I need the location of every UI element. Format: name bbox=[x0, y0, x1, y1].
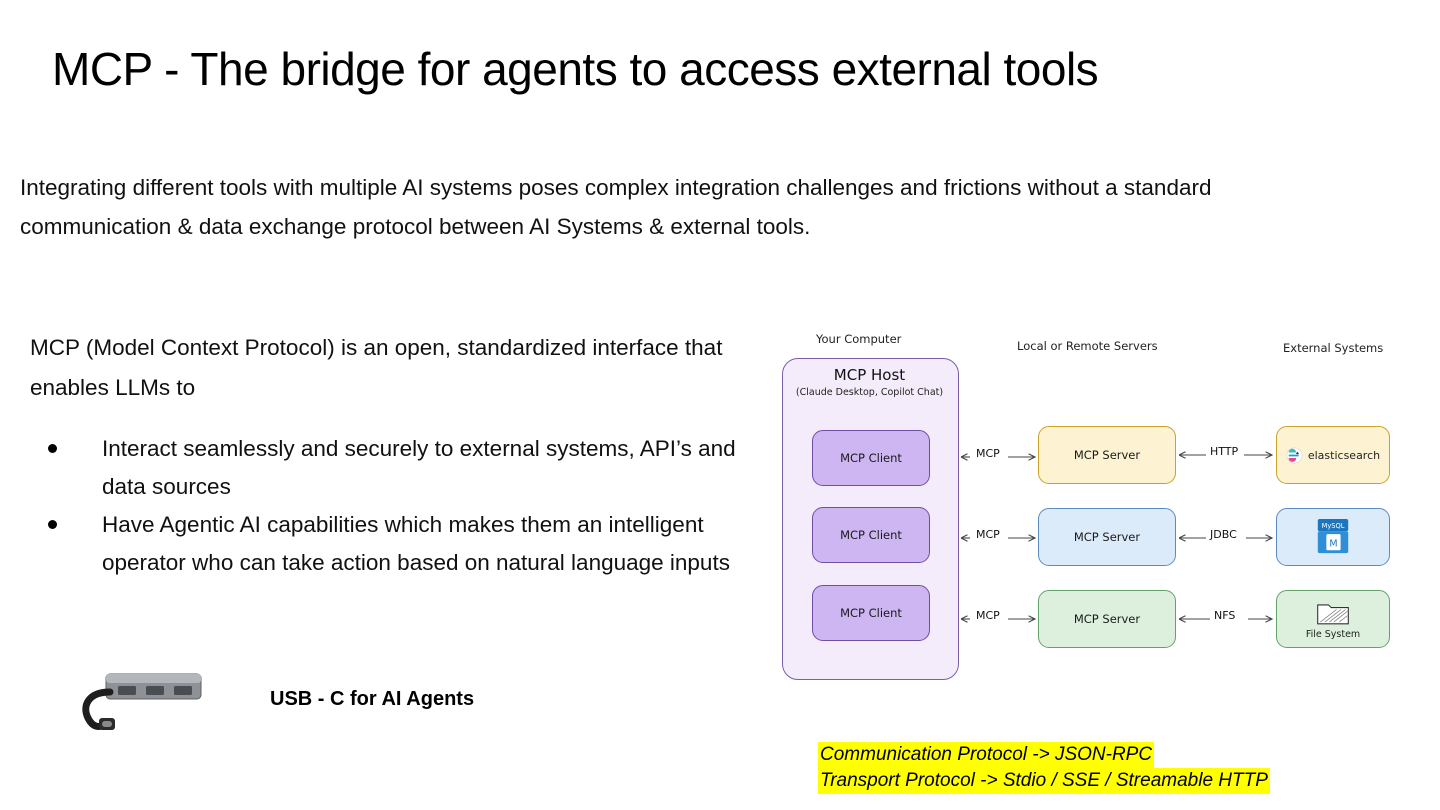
connection-label-mcp-1: MCP bbox=[976, 447, 1000, 460]
mcp-server-label: MCP Server bbox=[1073, 530, 1141, 544]
mcp-architecture-diagram bbox=[770, 330, 1410, 690]
mcp-client-box-1[interactable] bbox=[812, 430, 930, 486]
mcp-server-box-3[interactable] bbox=[1038, 590, 1176, 648]
mysql-icon bbox=[1314, 517, 1352, 557]
usb-c-caption: USB - C for AI Agents bbox=[270, 688, 475, 710]
column-label-your-computer: Your Computer bbox=[816, 332, 902, 346]
bullet-dot-icon bbox=[48, 444, 57, 453]
bullet-list bbox=[42, 430, 782, 582]
mcp-host-subtitle: (Claude Desktop, Copilot Chat) bbox=[795, 387, 944, 398]
list-item-label: Have Agentic AI capabilities which makes them an intelligent operator who can take action based on natural language inputs bbox=[102, 512, 730, 575]
svg-text:MySQL: MySQL bbox=[1321, 521, 1345, 530]
page-title: MCP - The bridge for agents to access external tools bbox=[52, 43, 1099, 95]
mcp-server-box-2[interactable] bbox=[1038, 508, 1176, 566]
connection-label-http: HTTP bbox=[1210, 445, 1239, 458]
usb-c-hub-image bbox=[66, 668, 216, 738]
connection-label-mcp-2: MCP bbox=[976, 528, 1000, 541]
connection-label-mcp-3: MCP bbox=[976, 609, 1000, 622]
intro-paragraph: Integrating different tools with multiple AI systems poses complex integration challenges and frictions without a standard communication & data exchange protocol between AI Systems & external tools. bbox=[20, 175, 1212, 239]
list-item-label: Interact seamlessly and securely to external systems, API’s and data sources bbox=[102, 436, 736, 499]
mcp-client-label: MCP Client bbox=[840, 451, 902, 465]
elasticsearch-icon bbox=[1286, 447, 1303, 464]
column-label-external-systems: External Systems bbox=[1283, 341, 1384, 355]
connection-label-jdbc: JDBC bbox=[1210, 528, 1237, 541]
mcp-server-label: MCP Server bbox=[1073, 448, 1141, 462]
svg-text:M: M bbox=[1329, 538, 1338, 550]
mcp-server-box-1[interactable] bbox=[1038, 426, 1176, 484]
external-system-label: File System bbox=[1305, 628, 1361, 640]
mcp-client-label: MCP Client bbox=[840, 528, 902, 542]
mcp-client-label: MCP Client bbox=[840, 606, 902, 620]
list-item bbox=[42, 506, 782, 582]
external-system-label: elasticsearch bbox=[1307, 448, 1381, 462]
mcp-client-box-3[interactable] bbox=[812, 585, 930, 641]
external-system-file-system[interactable] bbox=[1276, 590, 1390, 648]
folder-icon bbox=[1315, 599, 1351, 627]
mcp-host-title: MCP Host bbox=[833, 366, 906, 384]
mcp-server-label: MCP Server bbox=[1073, 612, 1141, 626]
list-item bbox=[42, 430, 782, 506]
external-system-mysql[interactable] bbox=[1276, 508, 1390, 566]
bullet-dot-icon bbox=[48, 520, 57, 529]
protocol-note-line-2: Transport Protocol -> Stdio / SSE / Streamable HTTP bbox=[818, 768, 1270, 794]
column-label-servers: Local or Remote Servers bbox=[1017, 339, 1158, 353]
external-system-elasticsearch[interactable] bbox=[1276, 426, 1390, 484]
mcp-definition-text: MCP (Model Context Protocol) is an open, standardized interface that enables LLMs to bbox=[30, 335, 723, 400]
mcp-client-box-2[interactable] bbox=[812, 507, 930, 563]
connection-label-nfs: NFS bbox=[1214, 609, 1236, 622]
protocol-notes bbox=[818, 742, 1270, 794]
protocol-note-line-1: Communication Protocol -> JSON-RPC bbox=[818, 742, 1154, 768]
